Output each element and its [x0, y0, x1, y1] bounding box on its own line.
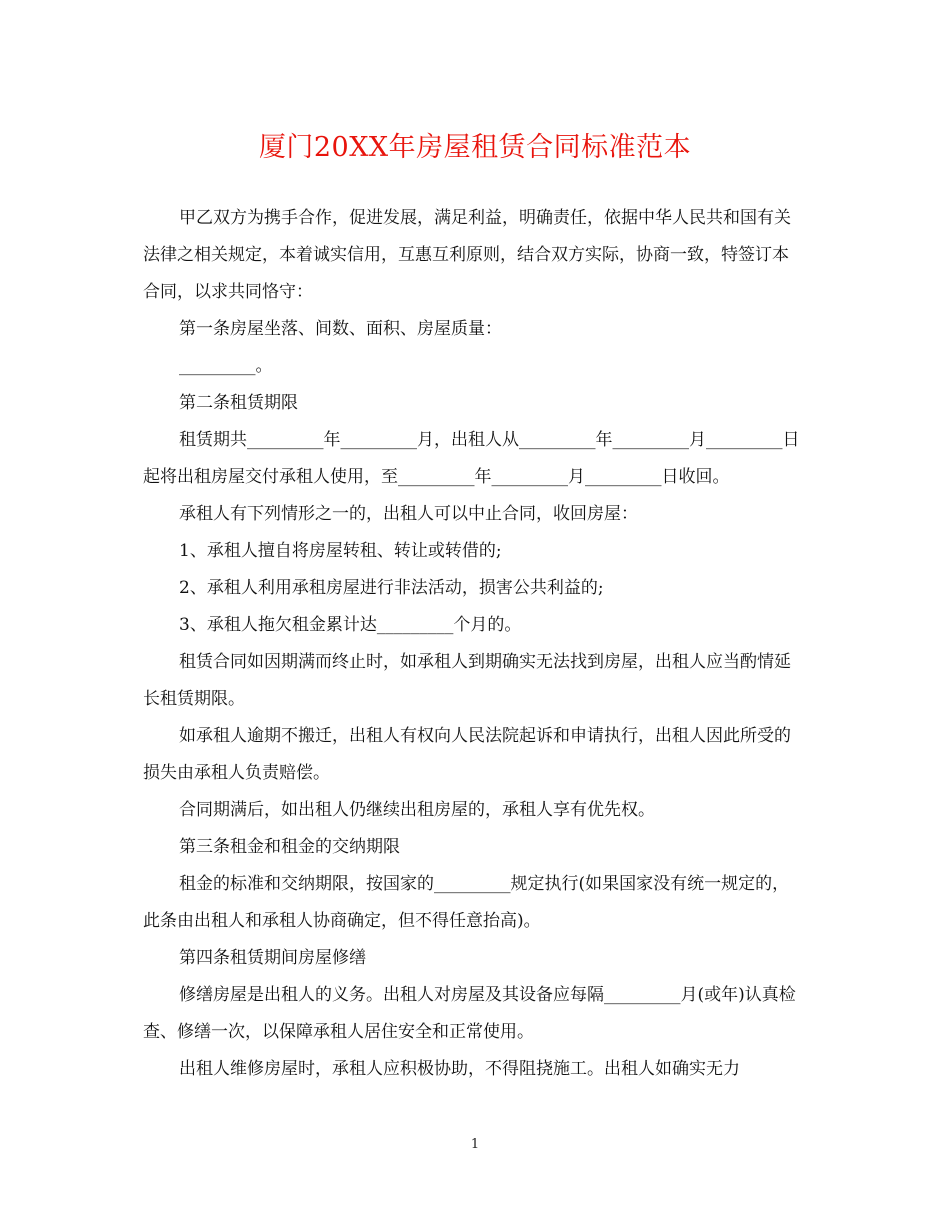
paragraph-overdue-eviction: 如承租人逾期不搬迁，出租人有权向人民法院起诉和申请执行，出租人因此所受的损失由承租人负责赔偿。 [143, 726, 791, 783]
paragraph-preamble: 甲乙双方为携手合作，促进发展，满足利益，明确责任，依据中华人民共和国有关法律之相关规定，本着诚实信用，互惠互利原则，结合双方实际，协商一致，特签订本合同，以求共同恪守： [143, 208, 791, 302]
paragraph-condition-1: 1、承租人擅自将房屋转租、转让或转借的; [179, 541, 502, 561]
paragraph-condition-3: 3、承租人拖欠租金累计达_________个月的。 [179, 615, 522, 635]
document-body [143, 200, 803, 1088]
paragraph-repair-cooperation: 出租人维修房屋时，承租人应积极协助，不得阻挠施工。出租人如确实无力 [179, 1059, 740, 1079]
paragraph-article-3-heading: 第三条租金和租金的交纳期限 [179, 837, 400, 857]
paragraph-article-1-heading: 第一条房屋坐落、间数、面积、房屋质量： [179, 319, 502, 339]
document-title: 厦门20XX年房屋租赁合同标准范本 [258, 132, 692, 163]
paragraph-article-1-blank: _________。 [179, 356, 273, 376]
paragraph-termination-conditions: 承租人有下列情形之一的，出租人可以中止合同，收回房屋： [179, 504, 638, 524]
paragraph-condition-2: 2、承租人利用承租房屋进行非法活动，损害公共利益的; [179, 578, 604, 598]
paragraph-lease-term: 租赁期共_________年_________月，出租人从_________年_________月_________日起将出租房屋交付承租人使用，至_________年_________月_________日收回。 [143, 430, 800, 487]
paragraph-article-2-heading: 第二条租赁期限 [179, 393, 298, 413]
paragraph-article-4-heading: 第四条租赁期间房屋修缮 [179, 948, 366, 968]
page-number: 1 [470, 1137, 480, 1152]
paragraph-repair-duty: 修缮房屋是出租人的义务。出租人对房屋及其设备应每隔_________月(或年)认真检查、修缮一次，以保障承租人居住安全和正常使用。 [143, 985, 796, 1042]
paragraph-lease-extension: 租赁合同如因期满而终止时，如承租人到期确实无法找到房屋，出租人应当酌情延长租赁期限。 [143, 652, 791, 709]
paragraph-rent-standard: 租金的标准和交纳期限，按国家的_________规定执行(如果国家没有统一规定的，此条由出租人和承租人协商确定，但不得任意抬高)。 [143, 874, 790, 931]
paragraph-priority-right: 合同期满后，如出租人仍继续出租房屋的，承租人享有优先权。 [179, 800, 655, 820]
